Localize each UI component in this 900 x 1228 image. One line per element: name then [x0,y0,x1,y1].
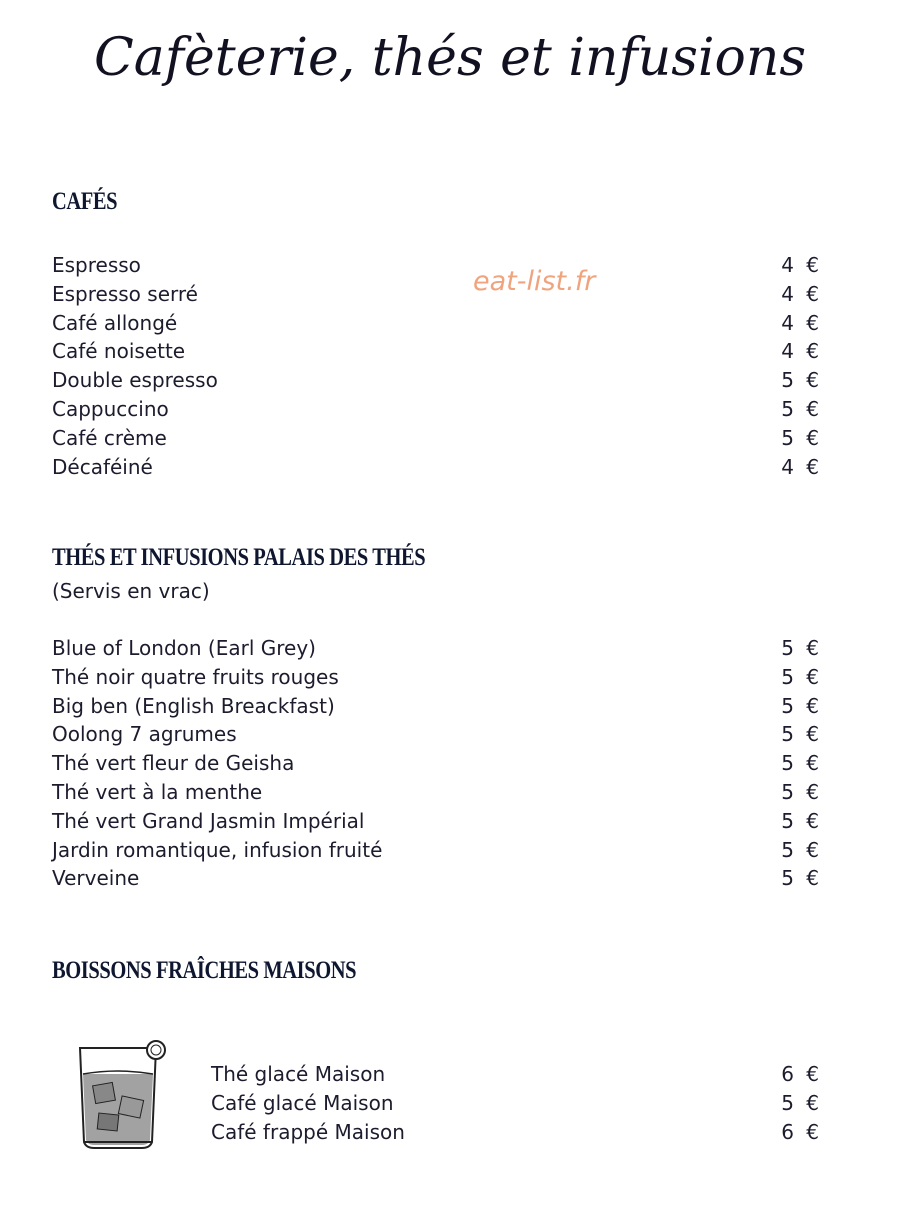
menu-item [52,807,822,836]
watermark: eat-list.fr [473,266,596,297]
item-price: 5 € [781,866,822,891]
menu-item [52,366,822,395]
item-price: 5 € [781,1090,822,1115]
item-name: Décaféiné [52,454,153,479]
item-name: Blue of London (Earl Grey) [52,636,316,660]
section-subtitle: (Servis en vrac) [52,579,210,603]
menu-item [211,1118,822,1147]
item-name: Oolong 7 agrumes [52,722,237,747]
item-price: 5 € [781,693,822,718]
item-price: 4 € [781,310,822,335]
item-price: 4 € [781,253,822,277]
item-name: Café noisette [52,339,186,364]
item-price: 5 € [781,368,822,393]
item-price: 5 € [781,808,822,833]
item-price: 5 € [781,664,822,689]
item-name: Cappuccino [52,396,169,421]
item-name: Espresso [52,253,141,277]
item-name: Jardin romantique, infusion fruité [52,837,383,862]
menu-item [52,663,822,692]
item-price: 6 € [781,1062,822,1086]
section-heading-boissons: BOISSONS FRAÎCHES MAISONS [52,957,357,984]
menu-item [211,1089,822,1118]
item-price: 4 € [781,454,822,479]
menu-list-boissons [211,1060,822,1146]
item-name: Café glacé Maison [211,1090,394,1115]
item-name: Thé glacé Maison [211,1062,386,1086]
menu-item [52,337,822,366]
section-heading-cafes: CAFÉS [52,188,118,215]
menu-item [52,692,822,721]
menu-item [52,720,822,749]
menu-item [52,836,822,865]
menu-list-cafes [52,251,822,481]
item-name: Espresso serré [52,281,198,306]
item-price: 5 € [781,636,822,660]
item-price: 5 € [781,722,822,747]
menu-item [52,280,822,309]
menu-item [52,749,822,778]
item-name: Thé vert Grand Jasmin Impérial [52,808,365,833]
item-name: Thé noir quatre fruits rouges [52,664,339,689]
item-price: 4 € [781,281,822,306]
menu-item [52,778,822,807]
item-name: Big ben (English Breackfast) [52,693,335,718]
item-price: 5 € [781,396,822,421]
menu-item [52,453,822,482]
item-price: 4 € [781,339,822,364]
menu-item [52,424,822,453]
item-name: Double espresso [52,368,218,393]
item-name: Thé vert à la menthe [52,779,263,804]
menu-item [52,309,822,338]
item-name: Café frappé Maison [211,1119,405,1144]
section-heading-thes: THÉS ET INFUSIONS PALAIS DES THÉS [52,544,426,571]
menu-item [52,864,822,893]
item-price: 5 € [781,751,822,776]
item-name: Verveine [52,866,140,891]
item-price: 6 € [781,1119,822,1144]
iced-drink-glass-icon [76,1040,168,1150]
item-name: Thé vert fleur de Geisha [52,751,295,776]
menu-item [52,634,822,663]
item-price: 5 € [781,779,822,804]
item-name: Café allongé [52,310,178,335]
item-name: Café crème [52,425,167,450]
item-price: 5 € [781,837,822,862]
menu-item [52,395,822,424]
item-price: 5 € [781,425,822,450]
menu-item [52,251,822,280]
menu-item [211,1060,822,1089]
menu-list-thes [52,634,822,893]
menu-title: Cafèterie, thés et infusions [93,28,807,88]
